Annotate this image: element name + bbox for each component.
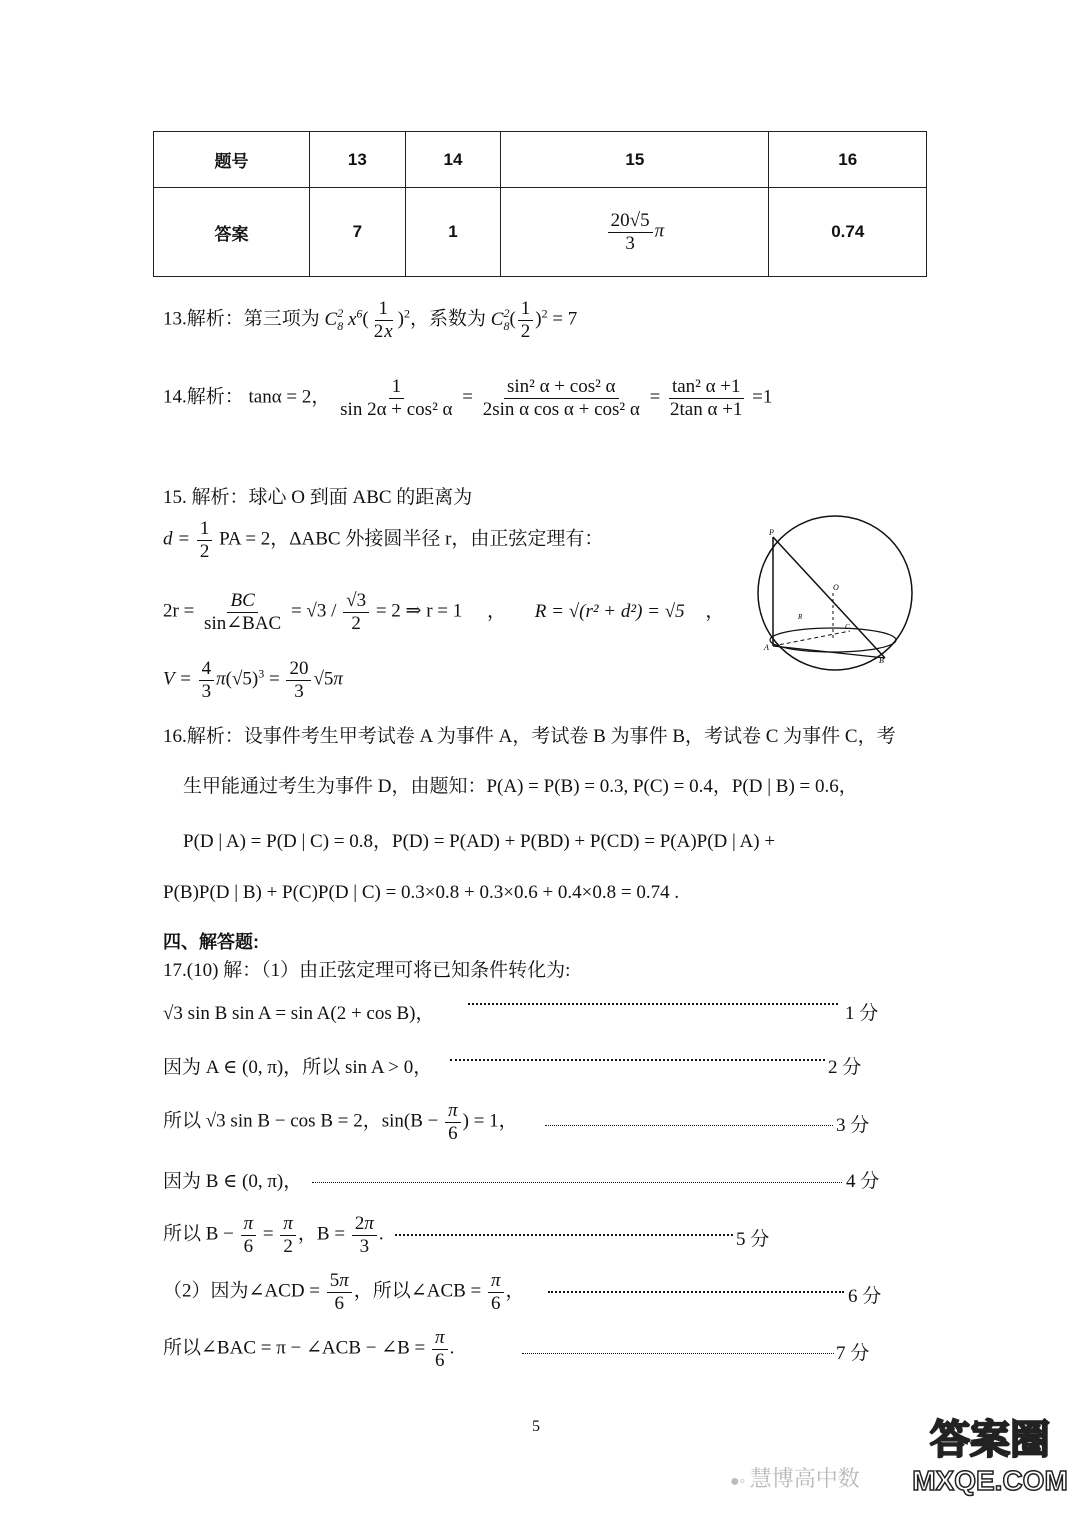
s16-line1: 16.解析：设事件考生甲考试卷 A 为事件 A，考试卷 B 为事件 B，考试卷 C 为事件 C，考 [163,726,896,747]
svg-text:B: B [879,656,884,665]
a15-num: 20√5 [608,210,653,233]
s17-line3: 所以 √3 sin B − cos B = 2，sin(B − $\frac{\pi}{6}$ ) = 1， [163,1100,518,1144]
s17-line1: √3 sin B sin A = sin A(2 + cos B)， [163,1003,435,1024]
svg-text:A: A [764,643,769,652]
s17-line6: （2）因为∠ACD = $\frac{5\pi}{6}$ ，所以∠ACB = $\frac{\pi}{6}$ ， [163,1270,525,1314]
svg-text:P: P [769,528,774,537]
s15-l3c: = 2 ⇒ r = 1 [375,600,463,622]
logo-text: 答案圈 [930,1418,1050,1462]
leader-dots [395,1234,733,1236]
svg-text:O: O [833,583,839,592]
leader-dots [548,1291,844,1293]
site-logo [905,1408,1075,1497]
leader-dots [468,1003,838,1005]
s13-label: 13.解析：第三项为 [163,308,320,330]
answer-15 [501,188,769,277]
score-5: 5 分 [736,1229,770,1250]
s13-end: = 7 [552,308,578,330]
s13-mid: ，系数为 [409,308,486,330]
s15-l4: V = [163,668,192,690]
s15-l3b: = √3 / [290,600,337,622]
s14-f1d: sin 2α + cos² α [340,398,453,420]
s14-end: =1 [752,386,773,408]
s14-label: 14.解析： [163,386,244,408]
answer-13: 7 [310,188,406,277]
s16-line3: P(D | A) = P(D | C) = 0.8，P(D) = P(AD) + P(BD) + P(CD) = P(A)P(D | A) + [183,831,776,852]
s14-f1n: 1 [389,376,405,399]
s17-line0: 17.(10) 解：（1）由正弦定理可将已知条件转化为: [163,960,571,981]
s17-line2: 因为 A ∈ (0, π)，所以 sin A > 0， [163,1057,433,1078]
header-cell: 题号 [154,132,310,188]
section-4-title: 四、解答题: [163,932,259,952]
watermark [730,1462,860,1493]
header-cell: 15 [501,132,769,188]
answer-table [153,131,927,277]
s14-f3n: tan² α +1 [669,376,744,399]
score-4: 4 分 [846,1171,880,1192]
edge-pb [773,537,885,658]
s15-l3r: R = √(r² + d²) = √5 [534,600,685,622]
header-cell: 16 [769,132,927,188]
svg-text:C: C [845,623,850,631]
s14-f3d: 2tan α +1 [670,398,743,420]
logo-site: MXQE.COM [912,1465,1068,1496]
s15-line1: 15. 解析：球心 O 到面 ABC 的距离为 [163,487,473,508]
s14-f2d: 2sin α cos α + cos² α [482,398,640,420]
header-cell: 13 [310,132,406,188]
solution-14: 14.解析： tanα = 2， $\frac{1}{\text{sin 2α + cos² α}}$ = $\frac{\text{sin² α + cos² α}}{\text{2sin α cos α + cos² α}}$ = $\frac{\text{tan² α +1}}{\text{2tan α +1}}$ =1 [163,376,773,420]
s15-l2b: PA = 2，ΔABC 外接圆半径 r，由正弦定理有： [219,528,604,550]
s15-l3d: sin∠BAC [204,612,282,634]
score-6: 6 分 [848,1286,882,1307]
header-cell: 14 [405,132,501,188]
s15-line3: 2r = $\frac{BC}{\text{sin∠BAC}}$ = √3 / $\frac{√3}{2}$ = 2 ⇒ r = 1 ， R = √(r² + d²) = √5 ， [163,590,725,634]
answers-label: 答案 [154,188,310,277]
edge-ac [773,631,850,646]
s15-l3a: 2r = [163,600,195,622]
s17-line5: 所以 B − $\frac{\pi}{6}$ = $\frac{\pi}{2}$ ，B = $\frac{2\pi}{3}$ . [163,1213,384,1257]
solution-13: 13.解析：第三项为 $C_8^2$ $x^6$( $\frac{1}{2x}$ )$^2$，系数为 $C_8^2$( $\frac{1}{2}$ )$^2$ = 7 [163,298,578,342]
s15-l3n: BC [227,590,257,613]
answer-16: 0.74 [769,188,927,277]
watermark-text: 慧博高中数 [749,1466,860,1491]
a15-pi: π [654,220,665,242]
s16-line2: 生甲能通过考生为事件 D，由题知：P(A) = P(B) = 0.3, P(C) = 0.4，P(D | B) = 0.6， [183,776,858,797]
score-7: 7 分 [836,1343,870,1364]
s14-f2n: sin² α + cos² α [504,376,619,399]
s16-line4: P(B)P(D | B) + P(C)P(D | C) = 0.3×0.8 + 0.3×0.6 + 0.4×0.8 = 0.74 . [163,882,680,903]
sphere-diagram [755,515,917,675]
s15-l2a: d = [163,528,191,550]
leader-dots [312,1182,842,1183]
s14-tan: tanα = 2， [248,386,331,408]
page-number: 5 [532,1418,540,1435]
score-2: 2 分 [828,1057,862,1078]
s15-line2: d = $\frac{1}{2}$ PA = 2，ΔABC 外接圆半径 r，由正弦定理有： [163,518,604,562]
leader-dots [450,1059,825,1061]
leader-dots [522,1353,834,1354]
svg-text:R: R [798,613,803,621]
s17-line4: 因为 B ∈ (0, π)， [163,1171,303,1192]
leader-dots [545,1125,833,1126]
score-3: 3 分 [836,1115,870,1136]
s15-line4: V = $\frac{4}{3}$ $\pi(√5)^3$ = $\frac{20}{3}$ √5π [163,658,343,702]
s17-line7: 所以∠BAC = π − ∠ACB − ∠B = $\frac{\pi}{6}$ . [163,1327,455,1371]
answer-14: 1 [405,188,501,277]
wechat-icon: ●◦ [730,1473,746,1490]
score-1: 1 分 [845,1003,879,1024]
a15-den: 3 [625,232,635,254]
